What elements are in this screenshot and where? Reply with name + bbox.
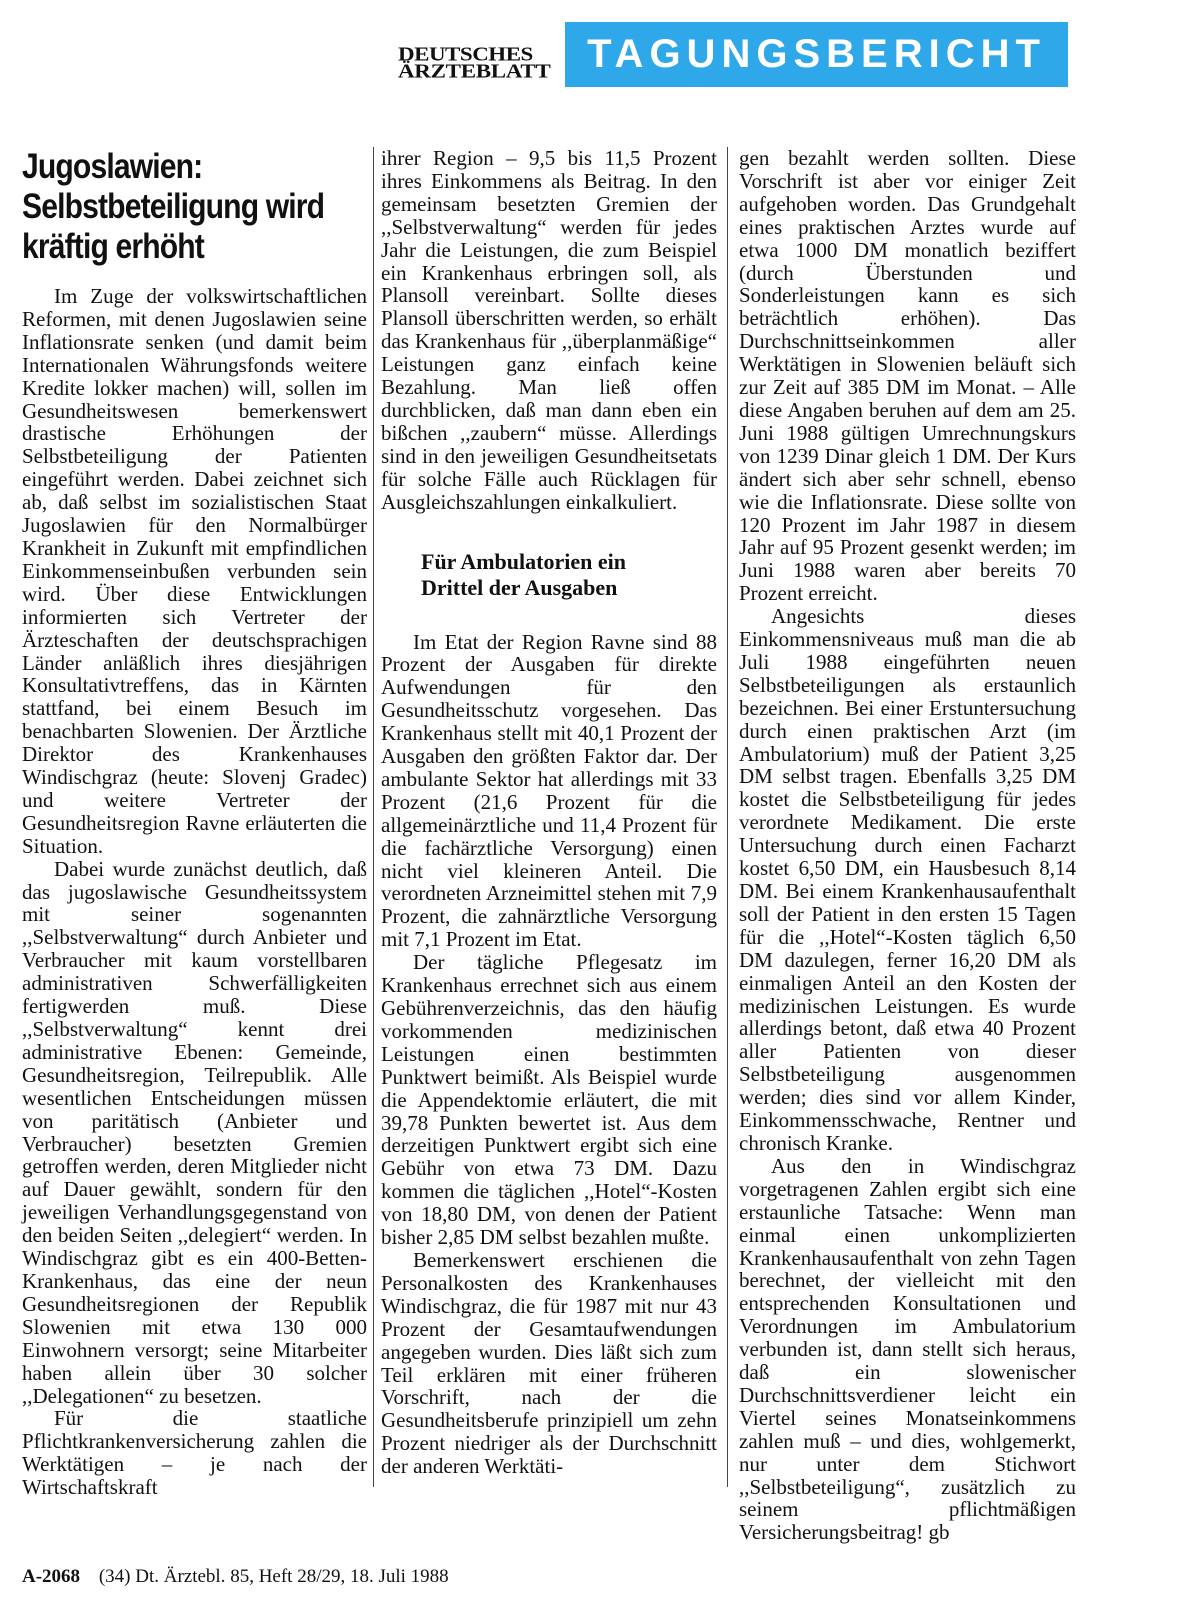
title-line: kräftig erhöht <box>22 227 204 266</box>
masthead-line1: DEUTSCHES <box>398 43 533 65</box>
paragraph: Der tägliche Pflegesatz im Krankenhaus errechnet sich aus einem Gebührenverzeichnis, das den häufig vorkommenden medizinischen Leistungen einen bestimmten Punktwert beimißt. Als Beispiel wurde die Appendektomie erläutert, die mit 39,78 Punkten bewertet ist. Aus dem derzeitigen Punktwert ergibt sich eine Gebühr von etwa 73 DM. Dazu kommen die täglichen ,,Hotel“-Kosten von 18,80 DM, von denen der Patient bisher 2,85 DM selbst bezahlen mußte. <box>381 950 717 1250</box>
page-footer <box>22 1566 449 1588</box>
masthead-line2: ÄRZTEBLATT <box>398 60 551 82</box>
paragraph: Dabei wurde zunächst deutlich, daß das jugoslawische Gesundheitssystem mit seiner sogenannten ,,Selbstverwaltung“ durch Anbieter und Verbraucher mit kaum vorstellbaren administrativen Schwerfälligkeiten fertigwerden muß. Diese ,,Selbstverwaltung“ kennt drei administrative Ebenen: Gemeinde, Gesundheitsregion, Teilrepublik. Alle wesentlichen Entscheidungen müssen von paritätisch (Anbieter und Verbraucher) besetzten Gremien getroffen werden, deren Mitglieder nicht auf Dauer gewählt, sondern für den jeweiligen Verhandlungsgegenstand von den beiden Seiten ,,delegiert“ werden. In Windischgraz gibt es ein 400-Betten-Krankenhaus, das eine der neun Gesundheitsregionen der Republik Slowenien mit etwa 130 000 Einwohnern versorgt; seine Mitarbeiter haben allein über 30 solcher ,,Delegationen“ zu besetzen. <box>22 856 367 1408</box>
column-rule <box>727 147 728 1487</box>
title-line: Selbstbeteiligung wird <box>22 187 325 226</box>
column-rule <box>373 147 374 1487</box>
article-title <box>22 147 370 267</box>
paragraph: Für die staatliche Pflichtkrankenversicherung zahlen die Werktätigen – je nach der Wirtschaftskraft <box>22 1406 367 1500</box>
subheading <box>421 549 717 601</box>
paragraph: Im Etat der Region Ravne sind 88 Prozent der Ausgaben für direkte Aufwendungen für den Gesundheitsschutz vorgesehen. Das Krankenhaus stellt mit 40,1 Prozent der Ausgaben den größten Faktor dar. Der ambulante Sektor hat allerdings mit 33 Prozent (21,6 Prozent für die allgemeinärztliche und 11,4 Prozent für die fachärztliche Versorgung) einen nicht viel kleineren Anteil. Die verordneten Arzneimittel stehen mit 7,9 Prozent, die zahnärztliche Versorgung mit 7,1 Prozent im Etat. <box>381 629 717 952</box>
masthead-logo <box>398 43 553 82</box>
column-2 <box>381 147 717 1478</box>
page-number: A-2068 <box>22 1566 81 1587</box>
subheading-line: Für Ambulatorien ein <box>421 548 626 574</box>
title-line: Jugoslawien: <box>22 147 203 186</box>
paragraph: Bemerkenswert erschienen die Personalkosten des Krankenhauses Windischgraz, die für 1987 mit nur 43 Prozent der Gesamtaufwendungen angegeben wurden. Dies läßt sich zum Teil erklären mit einer früheren Vorschrift, nach der die Gesundheitsberufe prinzipiell um zehn Prozent niedriger als der Durchschnitt der anderen Werktäti- <box>381 1247 717 1479</box>
paragraph: ihrer Region – 9,5 bis 11,5 Prozent ihres Einkommens als Beitrag. In den gemeinsam besetzten Gremien der ,,Selbstverwaltung“ werden für jedes Jahr die Leistungen, die zum Beispiel ein Krankenhaus erbringen soll, als Plansoll vereinbart. Sollte dieses Plansoll überschritten werden, so erhält das Krankenhaus für ,,überplanmäßige“ Leistungen ganz einfach keine Bezahlung. Man ließ offen durchblicken, daß man dann eben ein bißchen ,,zaubern“ müsse. Allerdings sind in den jeweiligen Gesundheitsetats für solche Fälle auch Rücklagen für Ausgleichszahlungen einkalkuliert. <box>381 146 717 514</box>
citation: (34) Dt. Ärztebl. 85, Heft 28/29, 18. Juli 1988 <box>98 1566 449 1587</box>
paragraph: Im Zuge der volkswirtschaftlichen Reformen, mit denen Jugoslawien seine Inflationsrate senken (und damit beim Internationalen Währungsfonds weitere Kredite lokker machen) will, sollen im Gesundheitswesen bemerkenswert drastische Erhöhungen der Selbstbeteiligung der Patienten eingeführt werden. Dabei zeichnet sich ab, daß selbst im sozialistischen Staat Jugoslawien für den Normalbürger Krankheit in Zukunft mit empfindlichen Einkommenseinbußen verbunden sein wird. Über diese Entwicklungen informierten sich Vertreter der Ärzteschaften der deutschsprachigen Länder anläßlich ihres diesjährigen Konsultativtreffens, das in Kärnten stattfand, bei einem Besuch im benachbarten Slowenien. Der Ärztliche Direktor des Krankenhauses Windischgraz (heute: Slovenj Gradec) und weitere Vertreter der Gesundheitsregion Ravne erläuterten die Situation. <box>22 284 367 858</box>
paragraph: Aus den in Windischgraz vorgetragenen Zahlen ergibt sich eine erstaunliche Tatsache: Wenn man einmal einen unkomplizierten Krankenhausaufenthalt von zehn Tagen berechnet, der vielleicht mit den entsprechenden Konsultationen und Verordnungen im Ambulatorium verbunden ist, dann stellt sich heraus, daß ein slowenischer Durchschnittsverdiener leicht ein Viertel seines Monatseinkommens zahlen muß – und dies, wohlgemerkt, nur unter dem Stichwort ,,Selbstbeteiligung“, zusätzlich zu seinem pflichtmäßigen Versicherungsbeitrag! gb <box>739 1153 1076 1545</box>
paragraph: gen bezahlt werden sollten. Diese Vorschrift ist aber vor einiger Zeit aufgehoben worden. Das Grundgehalt eines praktischen Arztes wurde auf etwa 1000 DM monatlich beziffert (durch Überstunden und Sonderleistungen kann es sich beträchtlich erhöhen). Das Durchschnittseinkommen aller Werktätigen in Slowenien beläuft sich zur Zeit auf 385 DM im Monat. – Alle diese Angaben beruhen auf dem am 25. Juni 1988 gültigen Umrechnungskurs von 1239 Dinar gleich 1 DM. Der Kurs ändert sich aber sehr schnell, ebenso wie die Inflationsrate. Diese sollte von 120 Prozent im Jahr 1987 in diesem Jahr auf 95 Prozent gesenkt werden; im Juni 1988 waren aber bereits 70 Prozent erreicht. <box>739 146 1076 606</box>
column-3 <box>739 147 1076 1544</box>
section-banner: TAGUNGSBERICHT <box>565 22 1068 87</box>
column-1 <box>22 147 367 1499</box>
subheading-line: Drittel der Ausgaben <box>421 574 618 600</box>
paragraph: Angesichts dieses Einkommensniveaus muß man die ab Juli 1988 eingeführten neuen Selbstbeteiligungen als erstaunlich bezeichnen. Bei einer Erstuntersuchung durch einen praktischen Arzt (im Ambulatorium) muß der Patient 3,25 DM selbst tragen. Ebenfalls 3,25 DM kostet die Selbstbeteiligung für jedes verordnete Medikament. Die erste Untersuchung durch einen Facharzt kostet 6,50 DM, ein Hausbesuch 8,14 DM. Bei einem Krankenhausaufenthalt soll der Patient in den ersten 15 Tagen für die ,,Hotel“-Kosten täglich 6,50 DM dazulegen, ferner 16,20 DM als einmaligen Anteil an den Kosten der medizinischen Leistungen. Es wurde allerdings betont, daß etwa 40 Prozent aller Patienten von dieser Selbstbeteiligung ausgenommen werden; dies sind vor allem Kinder, Einkommensschwache, Rentner und chronisch Kranke. <box>739 604 1076 1155</box>
